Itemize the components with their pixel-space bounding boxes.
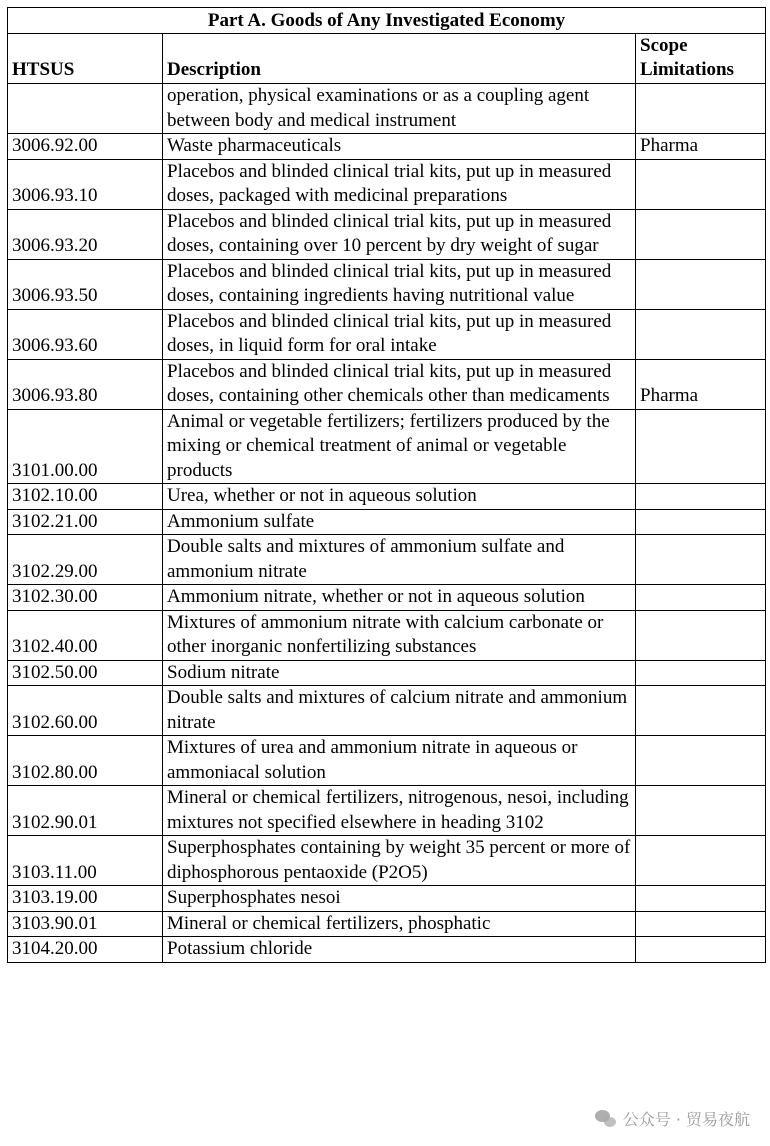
description-cell: Mineral or chemical fertilizers, phosphatic [163,911,636,937]
table-row [8,484,766,510]
description-cell: Mineral or chemical fertilizers, nitrogenous, nesoi, including mixtures not specified elsewhere in heading 3102 [163,786,636,836]
table-body [8,84,766,963]
scope-limitation-cell [636,786,766,836]
header-scope-limitations: Scope Limitations [636,34,766,84]
table-row [8,911,766,937]
htsus-code-cell: 3103.11.00 [8,836,163,886]
scope-limitation-cell [636,937,766,963]
htsus-code-cell: 3006.93.80 [8,359,163,409]
table-row [8,259,766,309]
description-cell: Superphosphates nesoi [163,886,636,912]
scope-limitation-cell [636,585,766,611]
description-cell: Superphosphates containing by weight 35 percent or more of diphosphorous pentaoxide (P2O5) [163,836,636,886]
htsus-code-cell: 3102.50.00 [8,660,163,686]
description-cell: Placebos and blinded clinical trial kits, put up in measured doses, containing ingredients having nutritional value [163,259,636,309]
scope-limitation-cell [636,409,766,484]
table-row [8,84,766,134]
htsus-code-cell: 3006.93.20 [8,209,163,259]
htsus-code-cell: 3006.93.60 [8,309,163,359]
scope-limitation-cell [636,836,766,886]
scope-limitation-cell [636,84,766,134]
scope-limitation-cell [636,736,766,786]
description-cell: Sodium nitrate [163,660,636,686]
table-row [8,937,766,963]
table-row [8,660,766,686]
scope-limitation-cell [636,660,766,686]
scope-limitation-cell [636,259,766,309]
table-row [8,535,766,585]
htsus-code-cell: 3102.60.00 [8,686,163,736]
htsus-code-cell: 3102.40.00 [8,610,163,660]
header-htsus: HTSUS [8,34,163,84]
scope-limitation-cell [636,610,766,660]
watermark [595,1107,750,1130]
description-cell: Ammonium sulfate [163,509,636,535]
htsus-code-cell: 3102.21.00 [8,509,163,535]
table-row [8,610,766,660]
scope-limitation-cell [636,509,766,535]
table-row [8,686,766,736]
description-cell: Mixtures of ammonium nitrate with calcium carbonate or other inorganic nonfertilizing substances [163,610,636,660]
htsus-code-cell: 3102.90.01 [8,786,163,836]
htsus-code-cell: 3006.93.10 [8,159,163,209]
htsus-code-cell: 3102.80.00 [8,736,163,786]
table-row [8,886,766,912]
htsus-code-cell: 3104.20.00 [8,937,163,963]
description-cell: Animal or vegetable fertilizers; fertilizers produced by the mixing or chemical treatment of animal or vegetable products [163,409,636,484]
description-cell: Placebos and blinded clinical trial kits, put up in measured doses, containing over 10 percent by dry weight of sugar [163,209,636,259]
htsus-code-cell: 3006.93.50 [8,259,163,309]
description-cell: Double salts and mixtures of ammonium sulfate and ammonium nitrate [163,535,636,585]
htsus-code-cell: 3103.19.00 [8,886,163,912]
htsus-code-cell: 3102.10.00 [8,484,163,510]
description-cell: Placebos and blinded clinical trial kits, put up in measured doses, in liquid form for oral intake [163,309,636,359]
table-row [8,509,766,535]
column-header-row [8,34,766,84]
scope-limitation-cell [636,886,766,912]
hts-table [7,7,766,963]
part-title-row [8,8,766,34]
scope-limitation-cell [636,484,766,510]
scope-limitation-cell [636,911,766,937]
description-cell: Mixtures of urea and ammonium nitrate in aqueous or ammoniacal solution [163,736,636,786]
scope-limitation-cell [636,535,766,585]
table-row [8,786,766,836]
table-row [8,159,766,209]
scope-limitation-cell [636,159,766,209]
scope-limitation-cell [636,309,766,359]
htsus-code-cell: 3102.29.00 [8,535,163,585]
table-row [8,134,766,160]
part-title: Part A. Goods of Any Investigated Economy [8,8,766,34]
table-row [8,359,766,409]
header-description: Description [163,34,636,84]
description-cell: Placebos and blinded clinical trial kits, put up in measured doses, containing other chemicals other than medicaments [163,359,636,409]
description-cell: Potassium chloride [163,937,636,963]
scope-limitation-cell [636,209,766,259]
description-cell: operation, physical examinations or as a coupling agent between body and medical instrument [163,84,636,134]
htsus-code-cell: 3103.90.01 [8,911,163,937]
description-cell: Placebos and blinded clinical trial kits, put up in measured doses, packaged with medicinal preparations [163,159,636,209]
description-cell: Waste pharmaceuticals [163,134,636,160]
description-cell: Ammonium nitrate, whether or not in aqueous solution [163,585,636,611]
watermark-text: 公众号 · 贸易夜航 [622,1110,750,1129]
table-row [8,309,766,359]
htsus-code-cell: 3102.30.00 [8,585,163,611]
table-row [8,209,766,259]
wechat-icon [595,1110,617,1128]
table-row [8,736,766,786]
htsus-code-cell: 3006.92.00 [8,134,163,160]
scope-limitation-cell: Pharma [636,359,766,409]
htsus-code-cell [8,84,163,134]
description-cell: Urea, whether or not in aqueous solution [163,484,636,510]
table-row [8,585,766,611]
scope-limitation-cell: Pharma [636,134,766,160]
scope-limitation-cell [636,686,766,736]
table-row [8,409,766,484]
table-row [8,836,766,886]
description-cell: Double salts and mixtures of calcium nitrate and ammonium nitrate [163,686,636,736]
htsus-code-cell: 3101.00.00 [8,409,163,484]
